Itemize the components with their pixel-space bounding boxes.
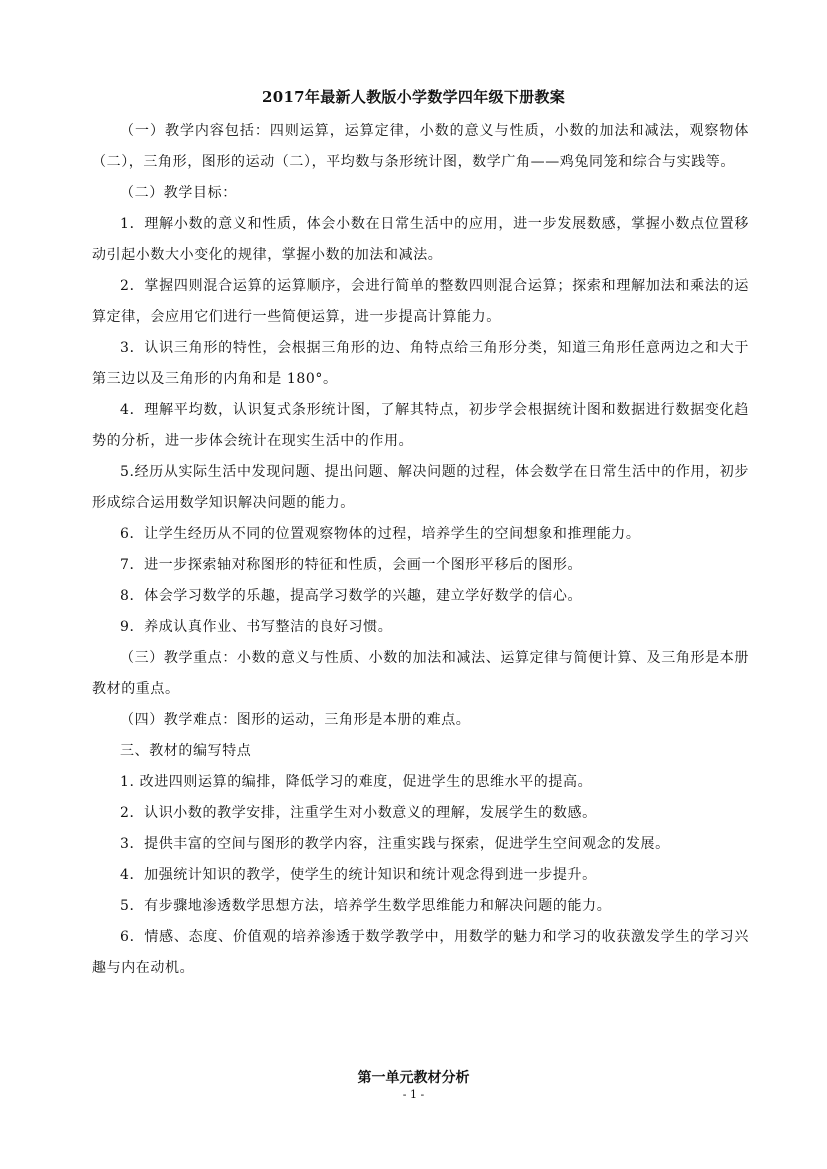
next-section-title: 第一单元教材分析 <box>357 1070 470 1086</box>
paragraph-features-heading: 三、教材的编写特点 <box>120 743 252 759</box>
paragraph-feature-2: 2．认识小数的教学安排，注重学生对小数意义的理解，发展学生的数感。 <box>120 805 597 821</box>
document-body <box>92 116 749 984</box>
paragraph-difficulties: （四）教学难点：图形的运动，三角形是本册的难点。 <box>120 712 471 728</box>
paragraph-objective-5: 5.经历从实际生活中发现问题、提出问题、解决问题的过程，体会数学在日常生活中的作用，初步形成综合运用数学知识解决问题的能力。 <box>92 464 749 511</box>
paragraph-objective-2: 2．掌握四则混合运算的运算顺序，会进行简单的整数四则混合运算；探索和理解加法和乘法的运算定律，会应用它们进行一些简便运算，进一步提高计算能力。 <box>92 278 749 325</box>
paragraph-key-points: （三）教学重点：小数的意义与性质、小数的加法和减法、运算定律与简便计算、及三角形是本册教材的重点。 <box>92 650 749 697</box>
paragraph-objective-9: 9．养成认真作业、书写整洁的良好习惯。 <box>120 619 393 635</box>
paragraph-objective-7: 7．进一步探索轴对称图形的特征和性质，会画一个图形平移后的图形。 <box>120 557 583 573</box>
paragraph-feature-1: 1. 改进四则运算的编排，降低学习的难度，促进学生的思维水平的提高。 <box>120 774 593 790</box>
paragraph-objective-6: 6．让学生经历从不同的位置观察物体的过程，培养学生的空间想象和推理能力。 <box>120 526 641 542</box>
paragraph-feature-3: 3．提供丰富的空间与图形的教学内容，注重实践与探索，促进学生空间观念的发展。 <box>120 836 670 852</box>
document-title: 2017年最新人教版小学数学四年级下册教案 <box>261 88 566 106</box>
paragraph-feature-4: 4．加强统计知识的教学，使学生的统计知识和统计观念得到进一步提升。 <box>120 867 597 883</box>
paragraph-feature-6: 6．情感、态度、价值观的培养渗透于数学教学中，用数学的魅力和学习的收获激发学生的学习兴趣与内在动机。 <box>92 929 749 976</box>
paragraph-objective-1: 1．理解小数的意义和性质，体会小数在日常生活中的应用，进一步发展数感，掌握小数点位置移动引起小数大小变化的规律，掌握小数的加法和减法。 <box>92 216 749 263</box>
page-number: - 1 - <box>402 1088 425 1101</box>
paragraph-objective-4: 4．理解平均数，认识复式条形统计图，了解其特点，初步学会根据统计图和数据进行数据变化趋势的分析，进一步体会统计在现实生活中的作用。 <box>92 402 749 449</box>
paragraph-feature-5: 5．有步骤地渗透数学思想方法，培养学生数学思维能力和解决问题的能力。 <box>120 898 612 914</box>
paragraph-content-scope: （一）教学内容包括：四则运算，运算定律，小数的意义与性质，小数的加法和减法，观察物体（二），三角形，图形的运动（二），平均数与条形统计图，数学广角——鸡兔同笼和综合与实践等。 <box>92 123 749 170</box>
paragraph-objective-8: 8．体会学习数学的乐趣，提高学习数学的兴趣，建立学好数学的信心。 <box>120 588 583 604</box>
paragraph-objective-3: 3．认识三角形的特性，会根据三角形的边、角特点给三角形分类，知道三角形任意两边之和大于第三边以及三角形的内角和是 180°。 <box>92 340 749 387</box>
paragraph-objectives-heading: （二）教学目标： <box>120 185 237 201</box>
